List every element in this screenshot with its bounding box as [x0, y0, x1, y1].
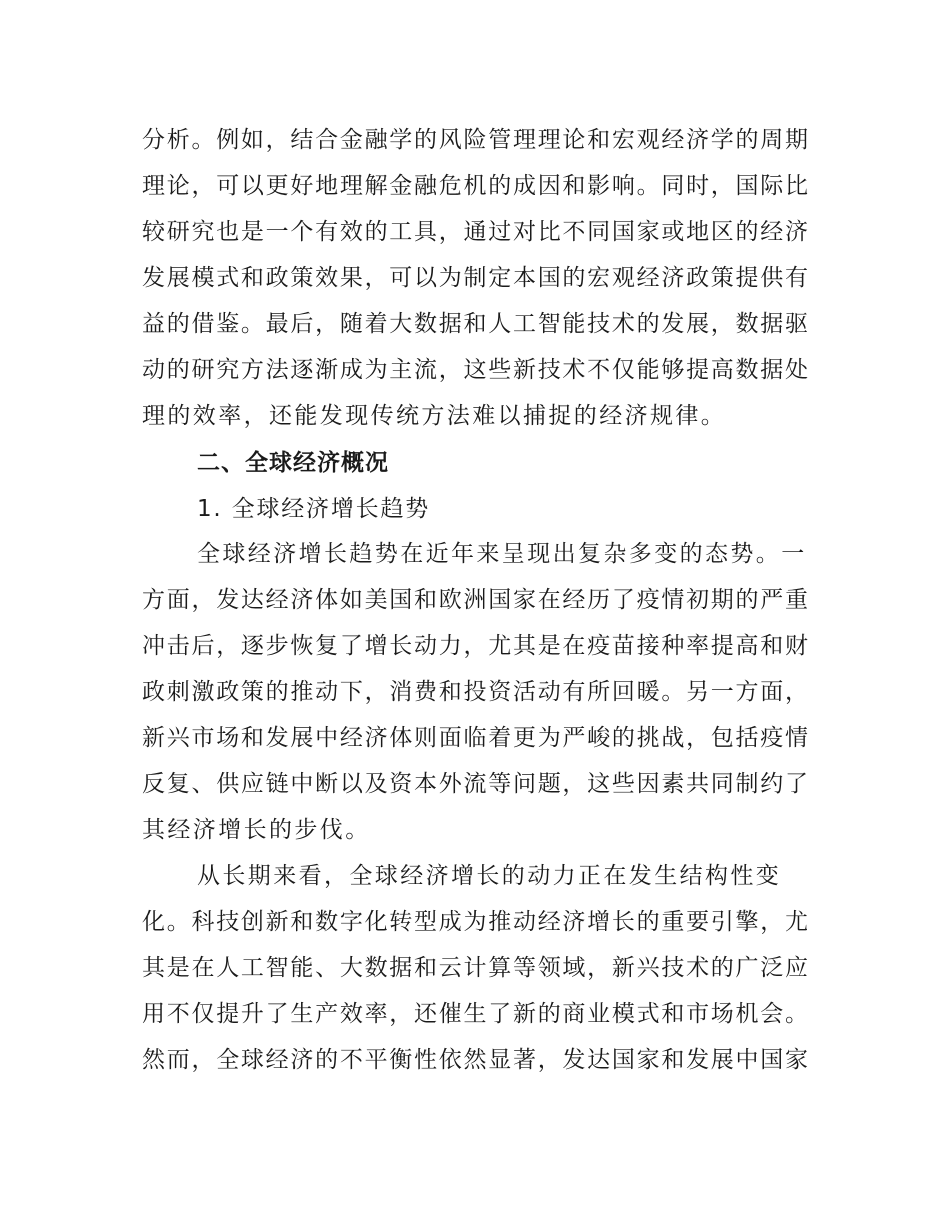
paragraph-line: 理论，可以更好地理解金融危机的成因和影响。同时，国际比: [142, 173, 808, 199]
paragraph-line: 用不仅提升了生产效率，还催生了新的商业模式和市场机会。: [142, 1001, 808, 1027]
paragraph-line: 益的借鉴。最后，随着大数据和人工智能技术的发展，数据驱: [142, 311, 808, 337]
paragraph-line: 反复、供应链中断以及资本外流等问题，这些因素共同制约了: [142, 771, 808, 797]
paragraph-line: 其是在人工智能、大数据和云计算等领域，新兴技术的广泛应: [142, 955, 808, 981]
section-heading: 二、全球经济概况: [197, 450, 389, 476]
paragraph-line: 全球经济增长趋势在近年来呈现出复杂多变的态势。一: [197, 541, 807, 567]
paragraph-line: 方面，发达经济体如美国和欧洲国家在经历了疫情初期的严重: [142, 587, 808, 613]
subsection-heading: 1. 全球经济增长趋势: [197, 496, 431, 522]
paragraph-line: 政刺激政策的推动下，消费和投资活动有所回暖。另一方面，: [142, 679, 808, 705]
paragraph-line: 较研究也是一个有效的工具，通过对比不同国家或地区的经济: [142, 219, 808, 245]
paragraph-line: 理的效率，还能发现传统方法难以捕捉的经济规律。: [142, 403, 727, 429]
paragraph-line: 新兴市场和发展中经济体则面临着更为严峻的挑战，包括疫情: [142, 725, 808, 751]
paragraph-line: 发展模式和政策效果，可以为制定本国的宏观经济政策提供有: [142, 265, 808, 291]
paragraph-line: 分析。例如，结合金融学的风险管理理论和宏观经济学的周期: [142, 127, 808, 153]
paragraph-line: 然而，全球经济的不平衡性依然显著，发达国家和发展中国家: [142, 1047, 808, 1073]
paragraph-line: 化。科技创新和数字化转型成为推动经济增长的重要引擎，尤: [142, 909, 808, 935]
paragraph-line: 冲击后，逐步恢复了增长动力，尤其是在疫苗接种率提高和财: [142, 633, 808, 659]
paragraph-line: 其经济增长的步伐。: [142, 817, 371, 843]
paragraph-line: 从长期来看，全球经济增长的动力正在发生结构性变: [197, 863, 782, 889]
paragraph-line: 动的研究方法逐渐成为主流，这些新技术不仅能够提高数据处: [142, 357, 808, 383]
